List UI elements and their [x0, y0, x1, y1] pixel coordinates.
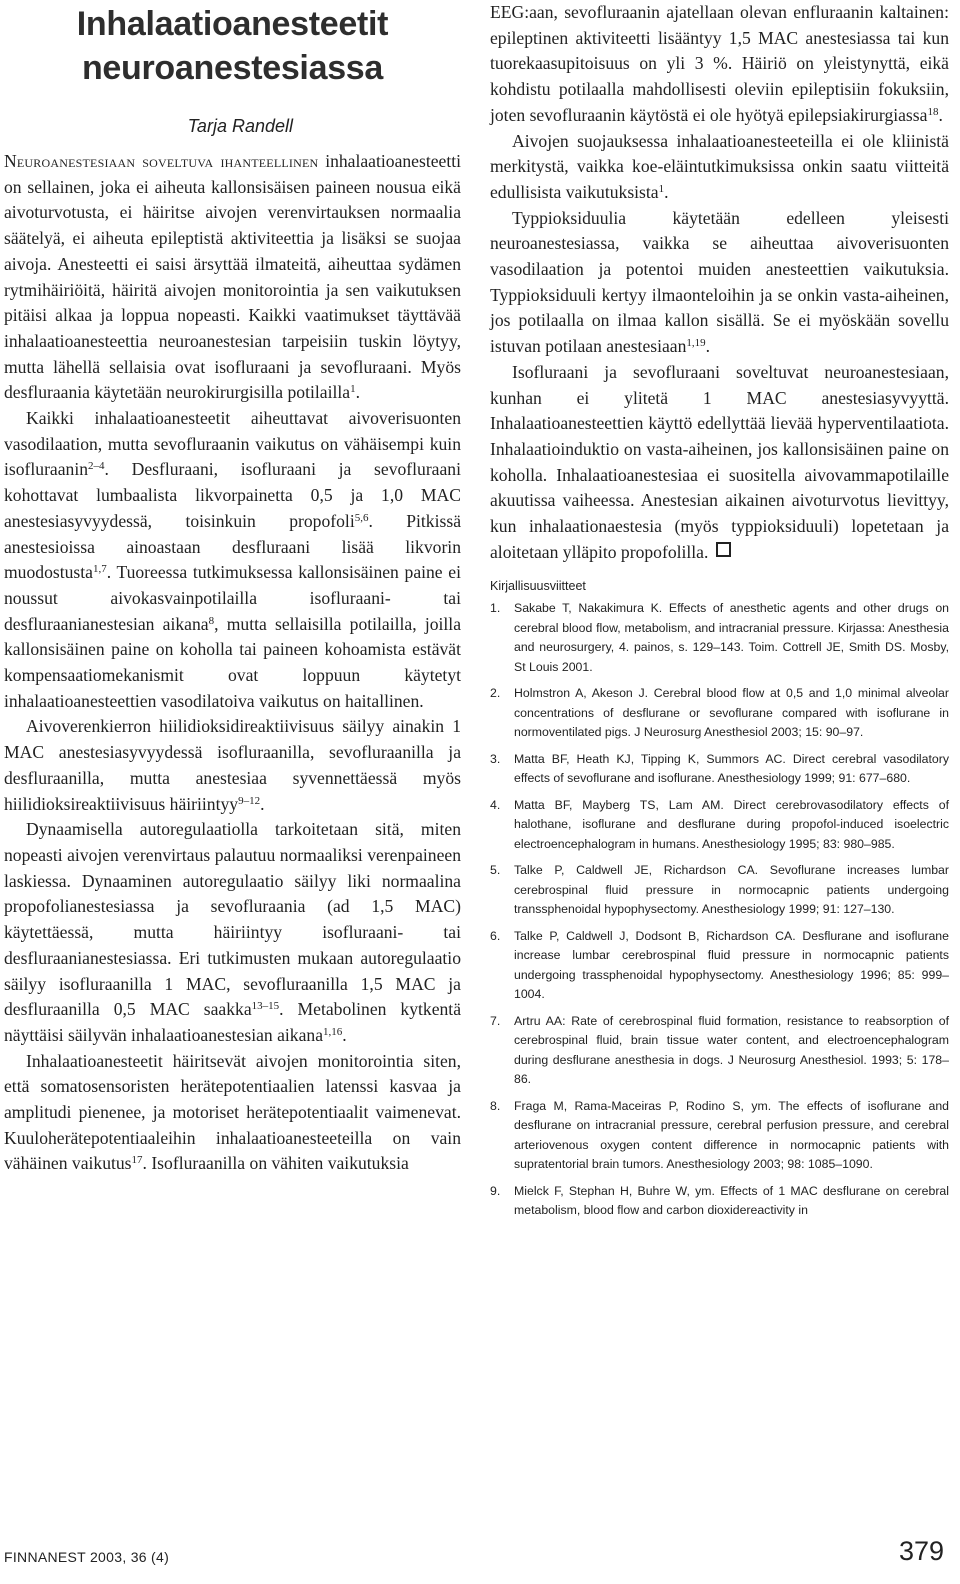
journal-footer: FINNANEST 2003, 36 (4): [4, 1549, 170, 1565]
reference-item: 7. Artru AA: Rate of cerebrospinal fluid formation, resistance to reabsorption of cerebrospinal fluid, brain tissue water content, and electroencephalogram during desflurane anesthesia in dogs. J Neurosurg Anesthesiol. 1993; 5: 178–86.: [490, 1013, 949, 1087]
title-line-1: Inhalaatioanesteetit: [76, 5, 389, 43]
reference-item: 5. Talke P, Caldwell JE, Richardson CA. Sevoflurane increases lumbar cerebrospinal fluid pressure in normocapnic patients undergoing transsphenoidal hypophysectomy. Anesthesiology 1999; 91: 127–130.: [490, 863, 949, 917]
author-name: Tarja Randell: [187, 116, 293, 136]
reference-item: 1. Sakabe T, Nakakimura K. Effects of anesthetic agents and other drugs on cerebral blood flow, metabolism, and intracranial pressure. Kirjassa: Anesthesia and neurosurgery, 4. painos, s. 129–143. Toim. Cottrell JE, Smith DS. Mosby, St Louis 2001.: [490, 601, 949, 674]
left-body: [4, 149, 461, 1177]
title-line-2: neuroanestesiassa: [81, 49, 384, 87]
reference-item: 4. Matta BF, Mayberg TS, Lam AM. Direct cerebrovasodilatory effects of halothane, isoflurane and desflurane during propofol-induced isoelectric electroencephalogram in humans. Anesthesiology 1995; 83: 980–985.: [490, 797, 949, 851]
citation: 2–4: [88, 460, 105, 473]
article-title: [4, 0, 461, 90]
left-column: [4, 0, 461, 1177]
paragraph: Dynaamisella autoregulaatiolla tarkoitetaan sitä, miten nopeasti aivojen verenvirtaus palautuu normaaliksi verenpaineen laskiessa. Dynaaminen autoregulaatio säilyy liki normaalina propofolianestesiassa ja sevofluraania (ad 1,5 MAC) käytettäessä, mutta häiriintyy isofluraani- tai desfluraanianestesiassa. Eri tutkimusten mukaan autoregulaatio säilyy isofluraanilla 1 MAC, sevofluraanilla 1,5 MAC ja desfluraanilla 0,5 MAC saakka$^{13-15}$. Metabolinen kytkentä näyttäisi säilyvän inhalaatioanestesian aikana$^{1,16}$.: [4, 819, 462, 1045]
citation: 9–12: [238, 794, 261, 807]
page-number: 379: [898, 1536, 944, 1566]
reference-item: 3. Matta BF, Heath KJ, Tipping K, Summors AC. Direct cerebral vasodilatory effects of sevoflurane and isoflurane. Anesthesiology 1999; 91: 677–680.: [490, 751, 949, 786]
citation: 18: [927, 105, 939, 118]
citation: 1,19: [686, 337, 706, 350]
paragraph: EEG:aan, sevofluraanin ajatellaan olevan enfluraanin kaltainen: epileptinen aktiviteetti lisääntyy 1,5 MAC anestesiassa tai kun tuorekaasupitoisuus on yli 3 %. Häiriö on yleistynyttä, eikä kohdistu potilaalla mahdollisesti oleviin epileptisiin fokuksiin, joten sevofluraanin käytöstä ei ole hyötyä epilepsiakirurgiassa$^{18}$.: [490, 2, 949, 125]
citation: 1: [350, 383, 356, 396]
citation: 1,7: [92, 563, 107, 576]
paragraph: Aivoverenkierron hiilidioksidireaktiivisuus säilyy ainakin 1 MAC anestesiasyvyydessä isofluraanilla, sevofluraanilla ja desfluraanilla, mutta anestesiaa syvennettäessä myös hiilidioksireaktiivisuus häiriintyy$^{9-12}$.: [4, 716, 461, 814]
reference-item: 6. Talke P, Caldwell J, Dodsont B, Richardson CA. Desflurane and isoflurane increase lumbar cerebrospinal fluid pressure in normocapnic patients undergoing trassphenoidal hypophysectomy. Anesthesiology 1996; 85: 999–1004.: [490, 928, 949, 1002]
reference-item: 9. Mielck F, Stephan H, Buhre W, ym. Effects of 1 MAC desflurane on cerebral metabolism, blood flow and carbon dioxidereactivity in: [490, 1183, 949, 1218]
reference-item: 8. Fraga M, Rama-Maceiras P, Rodino S, ym. The effects of isoflurane and desflurane on intracranial pressure, cerebral perfusion pressure, and cerebral arteriovenous oxygen content difference in normocapnic patients with supratentorial brain tumors. Anesthesiology 2003; 98: 1085–1090.: [490, 1098, 949, 1172]
paragraph: Isofluraani ja sevofluraani soveltuvat neuroanestesiaan, kunhan ei ylitetä 1 MAC anestesiasyvyyttä. Inhalaatioanesteettien käyttö edellyttää lievää hyperventilaatiota. Inhalaatioinduktio on vasta-aiheinen, jos kallonsisäinen paine on koholla. Inhalaatioanestesiaa ei suositella aivovammapotilaille akuutissa vaiheessa. Anestesian aikainen aivoturvotus lievittyy, kun inhalaationaestesia (myös typpioksiduuli) lopetetaan ja aloitetaan ylläpito propofolilla.: [490, 361, 949, 562]
paragraph: Inhalaatioanesteetit häiritsevät aivojen monitorointia siten, että somatosensoristen herätepotentiaalien latenssi kasvaa ja amplitudi pienenee, ja motoriset herätepotentiaalit vaimenevat. Kuuloherätepotentiaaleihin inhalaatioanesteeteilla on vain vähäinen vaikutus$^{17}$. Isofluraanilla on vähiten vaikutuksia: [4, 1050, 461, 1174]
references-list: [490, 599, 949, 1221]
paragraph: Neuroanestesiaan soveltuva ihanteellinen inhalaatioanesteetti on sellainen, joka ei aiheuta kallonsisäisen paineen nousua eikä aivoturvotusta, ei häiritse aivojen verenvirtauksen normaalia säätelyä, ei aiheuta epileptistä aktiviteettia ja lisäksi se suojaa aivoja. Anesteetti ei saisi ärsyttää ilmateitä, aiheuttaa sydämen rytmihäiriöitä, häiritä aivojen monitorointia ja sen vaikutuksen pitäisi alkaa ja loppua nopeasti. Kaikki vaatimukset täyttävää inhalaatioanesteettia neuroanestesian tarpeisiin tuskin löytyy, mutta lähellä sellaisia ovat isofluraani ja sevofluraani. Myös desfluraania käytetään neurokirurgisilla potilailla$^1$.: [4, 151, 461, 403]
reference-item: 2. Holmstron A, Akeson J. Cerebral blood flow at 0,5 and 1,0 minimal alveolar concentrations of desflurane or sevoflurane compared with isoflurane in normoventilated pigs. J Neurosurg Anesthesiol 2003; 15: 90–97.: [490, 686, 949, 740]
citation: 1: [658, 182, 665, 195]
right-column: [490, 0, 949, 1228]
citation: 8: [208, 614, 215, 627]
lead-in: Neuroanestesiaan soveltuva ihanteellinen: [4, 151, 319, 171]
citation: 1,16: [323, 1025, 343, 1038]
paragraph: Typpioksiduulia käytetään edelleen yleisesti neuroanestesiassa, vaikka se aiheuttaa aivoverisuonten vasodilaation ja potentoi muiden anesteettien vaikutuksia. Typpioksiduuli kertyy ilmaonteloihin ja se onkin vasta-aiheinen, jos potilaalla on ilmaa kallon sisällä. Se ei myöskään sovellu istuvan potilaan anestesiaan$^{1,19}$.: [490, 207, 949, 357]
citation: 17: [131, 1154, 143, 1167]
end-of-article-square-icon: [716, 542, 731, 557]
references-heading: Kirjallisuusviitteet: [490, 579, 586, 594]
paragraph: Aivojen suojauksessa inhalaatioanesteeteilla ei ole kliinistä merkitystä, vaikka koe-eläintutkimuksissa onkin saatu viitteitä edullisista vaikutuksista$^1$.: [490, 130, 949, 202]
citation: 5,6: [354, 511, 369, 524]
paragraph: Kaikki inhalaatioanesteetit aiheuttavat aivoverisuonten vasodilaation, mutta sevofluraanin vaikutus on vähäisempi kuin isofluraanin$^{2-4}$. Desfluraani, isofluraani ja sevofluraani kohottavat lumbaalista likvorpainetta 0,5 ja 1,0 MAC anestesiasyvyydessä, toisinkuin propofoli$^{5,6}$. Pitkissä anestesioissa ainoastaan desfluraani lisää likvorin muodostusta$^{1,7}$. Tuoreessa tutkimuksessa kallonsisäinen paine ei noussut aivokasvainpotilailla isofluraani- tai desfluraanianestesian aikana$^8$, mutta sellaisilla potilailla, joilla kallonsisäinen paine on koholla tai paineen kohoamista estävät kompensaatiomekanismit ovat loppuun käytetyt inhalaatioanesteettien vasodilatoiva vaikutus on haitallinen.: [4, 408, 461, 711]
citation: 13–15: [251, 1000, 280, 1013]
right-body: [490, 0, 949, 565]
